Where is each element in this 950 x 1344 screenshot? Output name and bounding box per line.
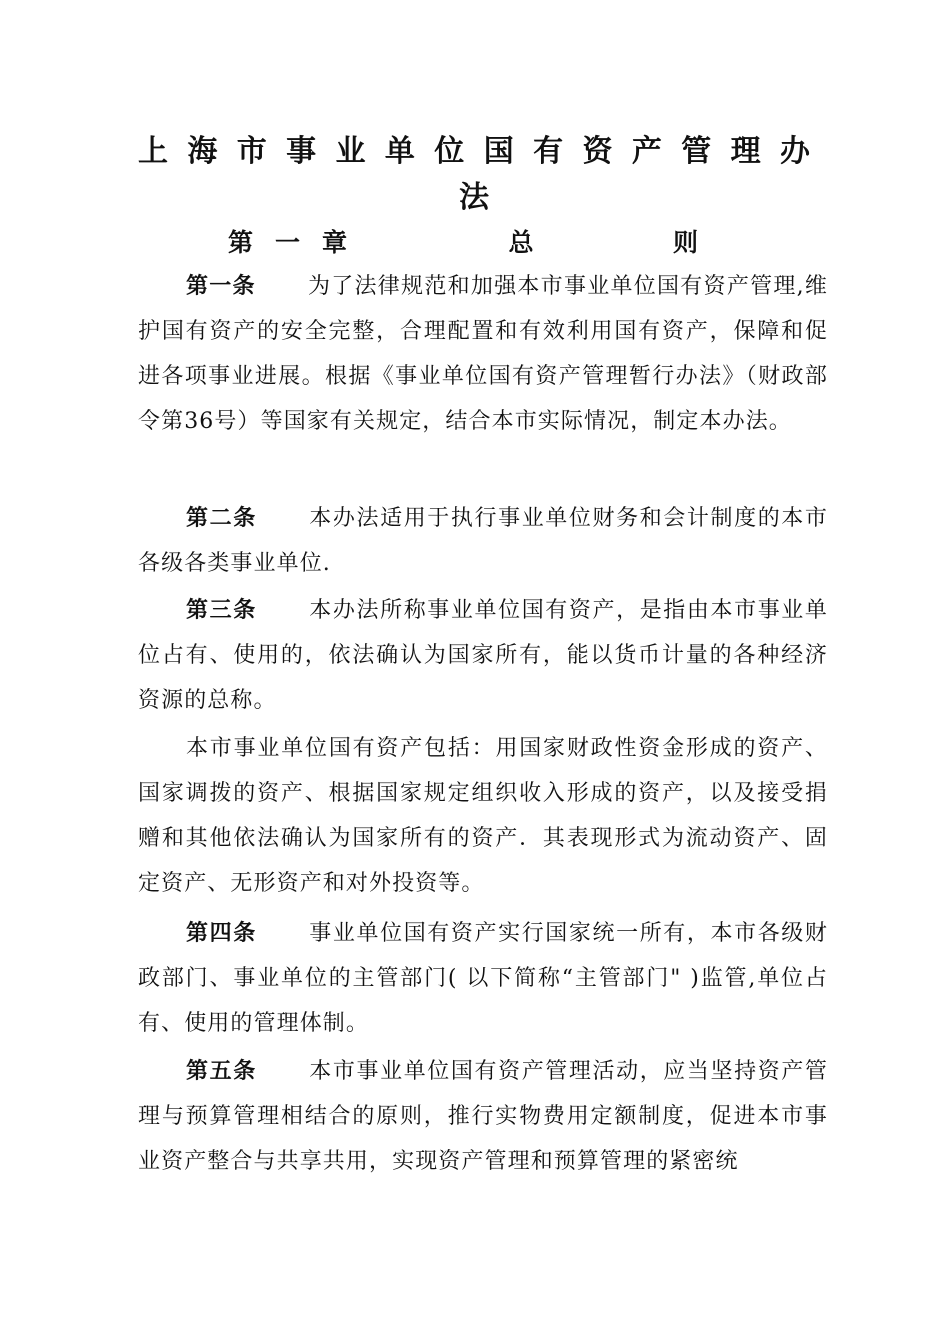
- article-1: [138, 264, 828, 444]
- article-number: 第五条: [186, 1058, 257, 1084]
- article-number: 第二条: [186, 505, 257, 531]
- chapter-name-part2: 则: [672, 228, 698, 257]
- article-text: 本办法所称事业单位国有资产，是指由本市事业单位占有、使用的，依法确认为国家所有，能以货币计量的各种经济资源的总称。: [138, 598, 829, 713]
- chapter-name-part1: 总: [508, 228, 534, 257]
- article-3: [138, 588, 828, 723]
- article-text: 为了法律规范和加强本市事业单位国有资产管理,维护国有资产的安全完整，合理配置和有效利用国有资产，保障和促进各项事业进展。根据《事业单位国有资产管理暂行办法》（财政部令第36号）等国家有关规定，结合本市实际情况，制定本办法。: [138, 274, 828, 434]
- document-title: 上海市事业单位国有资产管理办: [138, 134, 812, 169]
- article-text: 事业单位国有资产实行国家统一所有，本市各级财政部门、事业单位的主管部门( 以下简称“主管部门" )监管,单位占有、使用的管理体制。: [138, 921, 829, 1036]
- article-text: 本办法适用于执行事业单位财务和会计制度的本市各级各类事业单位.: [138, 506, 829, 576]
- article-2: [138, 496, 828, 586]
- article-4: [138, 911, 828, 1046]
- article-text: 本市事业单位国有资产管理活动，应当坚持资产管理与预算管理相结合的原则，推行实物费用定额制度，促进本市事业资产整合与共享共用，实现资产管理和预算管理的紧密统: [138, 1059, 829, 1174]
- article-number: 第四条: [186, 920, 257, 946]
- chapter-number: 第一章: [228, 228, 370, 257]
- article-number: 第三条: [186, 597, 257, 623]
- document-title-continued: 法: [459, 180, 491, 215]
- chapter-heading: [228, 218, 698, 268]
- article-text: 本市事业单位国有资产包括：用国家财政性资金形成的资产、国家调拨的资产、根据国家规定组织收入形成的资产，以及接受捐赠和其他依法确认为国家所有的资产．其表现形式为流动资产、固定资产、无形资产和对外投资等。: [138, 736, 828, 896]
- article-3-paragraph-2: [138, 726, 828, 906]
- article-5: [138, 1049, 828, 1184]
- article-number: 第一条: [186, 273, 256, 299]
